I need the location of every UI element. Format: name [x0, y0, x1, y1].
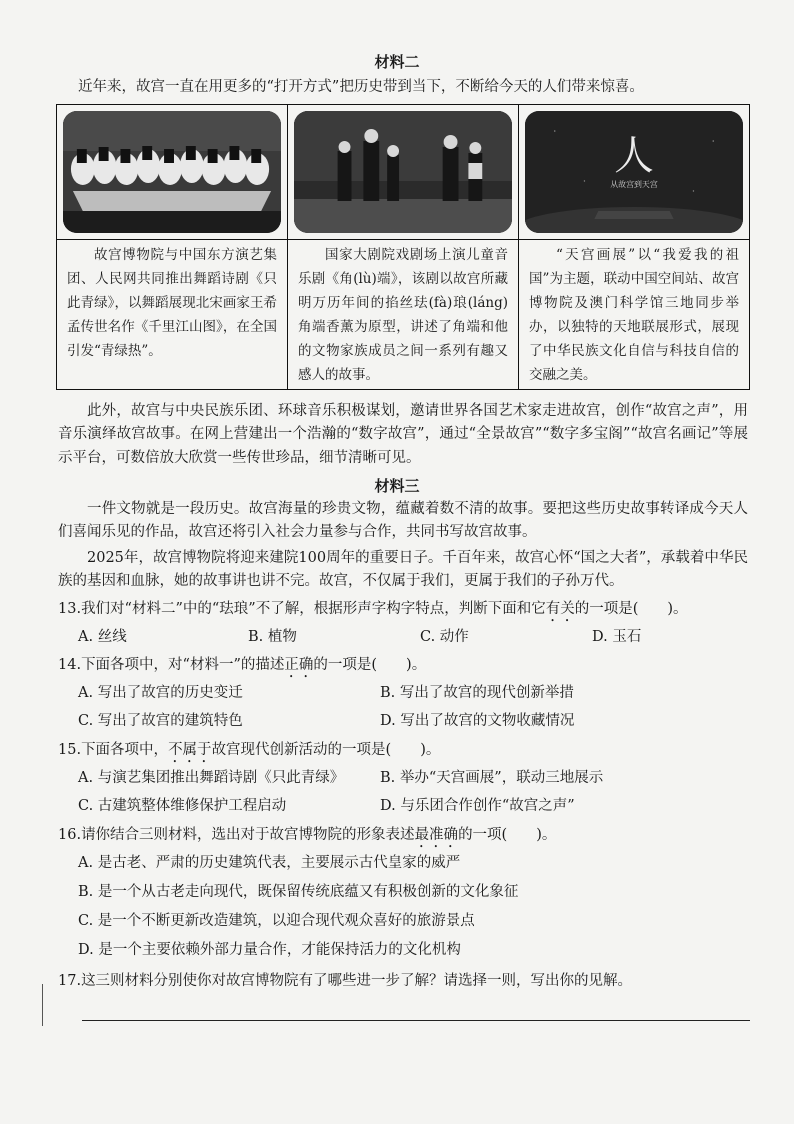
dance-caption: 故宫博物院与中国东方演艺集团、人民网共同推出舞蹈诗剧《只此青绿》，以舞蹈展现北宋画家王希孟传世名作《千里江山图》，在全国引发“青绿热”。 — [67, 247, 277, 360]
musical-caption: 国家大剧院戏剧场上演儿童音乐剧《角(lù)端》，该剧以故宫所藏明万历年间的掐丝珐(fà)琅(láng)角端香薰为原型，讲述了角端和他的文物家族成员之间一系列有趣又感人的故事。 — [298, 247, 508, 384]
q14-option-c[interactable]: C. 写出了故宫的建筑特色 — [78, 713, 243, 729]
q13-option-c[interactable]: C. 动作 — [420, 629, 469, 645]
material2-after: 此外，故宫与中央民族乐团、环球音乐积极谋划，邀请世界各国艺术家走进故宫，创作“故宫之声”，用音乐演绎故宫故事。在网上营建出一个浩瀚的“数字故宫”，通过“全景故宫”“数字多宝阁”“故宫名画记”等展示平台，可数倍放大欣赏一些传世珍品，细节清晰可见。 — [58, 403, 748, 466]
q13-option-d[interactable]: D. 玉石 — [592, 629, 642, 645]
q13-option-b[interactable]: B. 植物 — [248, 629, 297, 645]
q16-option-d[interactable]: D. 是一个主要依赖外部力量合作，才能保持活力的文化机构 — [78, 942, 461, 958]
q15-option-d[interactable]: D. 与乐团合作创作“故宫之声” — [380, 798, 575, 814]
q16-option-b[interactable]: B. 是一个从古老走向现代，既保留传统底蕴又有积极创新的文化象征 — [78, 884, 519, 900]
material2-intro: 近年来，故宫一直在用更多的“打开方式”把历史带到当下，不断给今天的人们带来惊喜。 — [78, 79, 644, 95]
space-photo-small-text: 从故宫到天宫 — [610, 179, 658, 190]
table-cell-musical — [288, 105, 519, 389]
q16-option-a[interactable]: A. 是古老、严肃的历史建筑代表，主要展示古代皇家的威严 — [78, 855, 461, 871]
table-cell-space-exhibition — [519, 105, 749, 389]
q15-option-a[interactable]: A. 与演艺集团推出舞蹈诗剧《只此青绿》 — [78, 770, 345, 786]
table-cell-dance — [57, 105, 288, 389]
space-exhibition-caption: “天宫画展”以“我爱我的祖国”为主题，联动中国空间站、故宫博物院及澳门科学馆三地同步举办，以独特的天地联展形式，展现了中华民族文化自信与科技自信的交融之美。 — [529, 247, 739, 384]
q15-option-c[interactable]: C. 古建筑整体维修保护工程启动 — [78, 798, 287, 814]
q14-option-d[interactable]: D. 写出了故宫的文物收藏情况 — [380, 713, 575, 729]
q14-option-a[interactable]: A. 写出了故宫的历史变迁 — [78, 685, 243, 701]
question-16: 16.请你结合三则材料，选出对于故宫博物院的形象表述最准确的一项( )。 — [58, 827, 557, 843]
material3-paragraph-1: 一件文物就是一段历史。故宫海量的珍贵文物，蕴藏着数不清的故事。要把这些历史故事转译成今天人们喜闻乐见的作品，故宫还将引入社会力量参与合作，共同书写故宫故事。 — [58, 501, 748, 541]
material3-title: 材料三 — [374, 477, 420, 495]
space-exhibition-photo — [525, 111, 743, 233]
question-15: 15.下面各项中，不属于故宫现代创新活动的一项是( )。 — [58, 742, 441, 758]
question-14: 14.下面各项中，对“材料一”的描述正确的一项是( )。 — [58, 657, 427, 673]
answer-line[interactable] — [82, 1020, 750, 1021]
question-13: 13.我们对“材料二”中的“珐琅”不了解，根据形声字构字特点，判断下面和它有关的一项是( )。 — [58, 601, 688, 617]
material3-paragraph-2: 2025年，故宫博物院将迎来建院100周年的重要日子。千百年来，故宫心怀“国之大者”，承载着中华民族的基因和血脉，她的故事讲也讲不完。故宫，不仅属于我们，更属于我们的子孙万代。 — [58, 550, 748, 590]
q13-option-a[interactable]: A. 丝线 — [78, 629, 127, 645]
q15-option-b[interactable]: B. 举办“天宫画展”，联动三地展示 — [380, 770, 604, 786]
q16-option-c[interactable]: C. 是一个不断更新改造建筑，以迎合现代观众喜好的旅游景点 — [78, 913, 475, 929]
space-photo-big-text: 人 — [614, 132, 654, 180]
margin-rule — [42, 984, 43, 1026]
dance-photo — [63, 111, 281, 233]
q14-option-b[interactable]: B. 写出了故宫的现代创新举措 — [380, 685, 574, 701]
musical-photo — [294, 111, 512, 233]
material2-title: 材料二 — [374, 53, 420, 71]
question-17: 17.这三则材料分别使你对故宫博物院有了哪些进一步了解？请选择一则，写出你的见解。 — [58, 973, 633, 989]
material2-table — [56, 104, 750, 390]
